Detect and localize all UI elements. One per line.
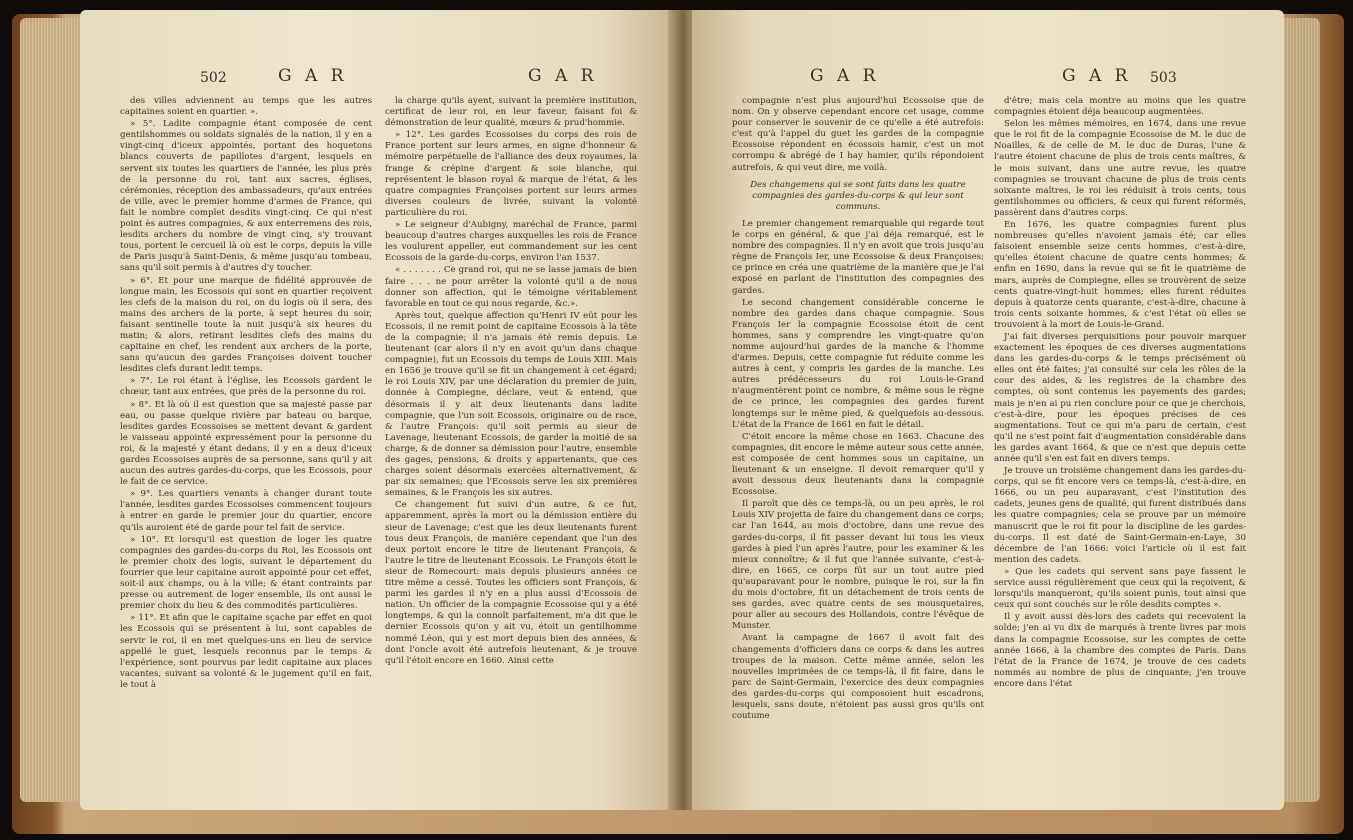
page-number: 502 xyxy=(200,70,227,86)
paragraph: compagnie n'est plus aujourd'hui Ecossoise que de nom. On y observe cependant encore cet usage, comme pour conserver le souvenir de ce qu'elle a été autrefois: c'est qu'à l'appel du guet les gardes de la compagnie Ecossoise répondent en écossois hamir, c'est un mot corrompu & abrégé de I hay hamier, qu'ils répondoient autrefois, & qui veut dire, me voilà. xyxy=(732,96,984,173)
paragraph: Avant la campagne de 1667 il avoit fait des changements d'officiers dans ce corps & dans les autres troupes de la maison. Cette même année, selon les nouvelles imprimées de ce temps-là, il fit faire, dans le parc de Saint-Germain, l'exercice des deux compagnies des gardes-du-corps qui composoient huit escadrons, lesquels, sans doute, n'étoient pas aussi gros qu'ils ont coutume xyxy=(732,633,984,722)
paragraph: » 12°. Les gardes Ecossoises du corps des rois de France portent sur leurs armes, en signe d'honneur & mémoire perpétuelle de l'alliance des deux royaumes, la frange & crépine d'argent & soie blanche, qui représentent le blason royal & marque de l'état, & les quatre compagnies Françoises portent sur leurs armes diverses couleurs de livrée, suivant la volonté particulière du roi. xyxy=(385,130,637,218)
paragraph: d'être; mais cela montre au moins que les quatre compagnies étoient déja beaucoup augmentées. xyxy=(994,96,1246,118)
paragraph: En 1676, les quatre compagnies furent plus nombreuses qu'elles n'avoient jamais été; car elles faisoient ensemble seize cents hommes, c'est-à-dire, qu'elles étoient chacune de quatre cents hommes; & enfin en 1690, dans la revue qui se fit le quatrième de mars, auprès de Compiegne, elles se trouvèrent de seize cents quatre-vingt-huit hommes; elles furent réduites depuis à quatorze cents quarante, c'est-à-dire, chacune à trois cents soixante hommes, & c'est l'état où elles se trouvoient à la mort de Louis-le-Grand. xyxy=(994,220,1246,330)
paragraph: » 6°. Et pour une marque de fidélité approuvée de longue main, les Ecossois qui sont en quartier reçoivent les clefs de la maison du roi, on du logis où il sera, des mains des archers de la porte, à sept heures du soir, faisant sentinelle toute la nuit jusqu'à six heures du matin; & alors, retirant lesdites clefs des mains du capitaine en chef, les rendent aux archers de la porte, sans qu'aucun des gardes Françoises doivent toucher lesdites clefs durant ledit temps. xyxy=(120,275,372,375)
text-column xyxy=(385,96,637,796)
paragraph: Il y avoit aussi dès-lors des cadets qui recevoient la solde; j'en ai vu dix de marqués à trente livres par mois dans la compagnie Ecossoise, sur les comptes de cette année 1666, à la chambre des comptes de Paris. Dans l'état de la France de 1674, je trouve de ces cadets nommés au nombre de plus de cinquante; j'en trouve encore dans l'état xyxy=(994,612,1246,689)
paragraph: » 9°. Les quartiers venants à changer durant toute l'année, lesdites gardes Ecossoises commencent toujours à entrer en garde le premier jour du quartier, encore qu'ils auroient été de garde pour tel fait de service. xyxy=(120,489,372,533)
paragraph: » 10°. Et lorsqu'il est question de loger les quatre compagnies des gardes-du-corps du Roi, les Ecossois ont le premier choix des logis, suivant le département du fourrier que leur capitaine auroit appointé pour cet effet, soit-il aux champs, ou à la ville; & étant contraints par presse ou autrement de loger ensemble, ils ont aussi le premier choix du lieu & des commodités particulières. xyxy=(120,534,372,612)
page-edges-right xyxy=(1282,18,1320,802)
paragraph: J'ai fait diverses perquisitions pour pouvoir marquer exactement les époques de ces diverses augmentations dans les gardes-du-corps & le temps précisément où elles ont été faites; j'ai consulté sur cela les rôles de la cour des aides, & les registres de la chambre des comptes, où sont contenus les payements des gardes; mais je n'en ai pu rien conclure pour ce que je cherchois, c'est-à-dire, pour les époques précises de ces augmentations. Tout ce qui m'a paru de certain, c'est qu'il ne s'est point fait d'augmentation considérable dans les gardes avant 1664, & que ce n'est que depuis cette année qu'il s'en est fait en divers temps. xyxy=(994,331,1246,464)
running-head: G A R xyxy=(278,66,348,86)
right-page xyxy=(692,10,1284,810)
running-head: G A R xyxy=(1062,66,1132,86)
paragraph: C'étoit encore la même chose en 1663. Chacune des compagnies, dit encore le même auteur sous cette année, est composée de cent hommes sous un capitaine, un lieutenant & un enseigne. Il devoit remarquer qu'il y avoit dessous deux lieutenants dans la compagnie Ecossoise. xyxy=(732,431,984,498)
paragraph: » Le seigneur d'Aubigny, maréchal de France, parmi beaucoup d'autres charges auxquelles les rois de France les voulurent appeller, eut commandement sur les cent Ecossois de la garde-du-corps, environ l'an 1537. xyxy=(385,220,637,264)
text-column xyxy=(994,96,1246,796)
paragraph: » 5°. Ladite compagnie étant composée de cent gentilshommes ou soldats signalés de la nation, il y en a vingt-cinq d'iceux appointés, portant des hoquetons blancs couverts de papillotes d'argent, lesquels en servent six toutes les quartiers de l'année, les plus près de la personne du roi, tant aux sacres, églises, cérémonies, réception des ambassadeurs, qu'aux entrées de ville, avec le premier homme d'armes de France, qui fait le nombre complet desdits vingt-cinq. Ce qui n'est point ès autres compagnies, & aux enterremens des rois, lesdits archers du nombre de vingt cinq, s'y trouvant tous, portent le cercueil là où est le corps, depuis la ville de Paris jusqu'à Saint-Denis, & même jusqu'au tombeau, sans qu'il soit permis à d'autres d'y toucher. xyxy=(120,119,372,274)
page-number: 503 xyxy=(1150,70,1177,86)
paragraph: Selon les mêmes mémoires, en 1674, dans une revue que le roi fit de la compagnie Ecossoise de M. le duc de Noailles, & de celle de M. le duc de Duras, l'une & l'autre étoient chacune de plus de trois cents maîtres, & le mois suivant, dans une autre revue, les quatre compagnies se trouvant chacune de plus de trois cents soixante maîtres, le roi les réduisit à trois cents, tous gentilshommes ou officiers, & ceux qui furent réformés, passèrent dans d'autres corps. xyxy=(994,119,1246,218)
paragraph: » 7°. Le roi étant à l'église, les Ecossois gardent le chœur, tant aux entrées, que près de la personne du roi. xyxy=(120,376,372,398)
left-page xyxy=(80,10,674,810)
paragraph: Le premier changement remarquable qui regarde tout le corps en général, & que j'ai déja remarqué, est le nombre des compagnies. Il n'y en avoit que trois jusqu'au règne de François Ier, une Ecossoise & deux Françoises; ce prince en créa une quatrième de la manière que je l'ai exposé en parlant de l'institution des compagnies des gardes. xyxy=(732,218,984,296)
paragraph: » 11°. Et afin que le capitaine sçache par effet en quoi les Ecossois qui se présentent à lui, sont capables de servir le roi, il en met quelques-uns en lieu de service appellé le guet, lesquels reconnus par le temps & l'expérience, sont pourvus par ledit capitaine aux places vacantes, suivant sa volonté & le jugement qu'il en fait, le tout à xyxy=(120,613,372,690)
section-heading: Des changemens qui se sont faits dans les quatre compagnies des gardes-du-corps & qui leur sont communs. xyxy=(750,179,966,212)
paragraph: Le second changement considérable concerne le nombre des gardes dans chaque compagnie. Sous François Ier la compagnie Ecossoise étoit de cent hommes, sans y comprendre les vingt-quatre qu'on nomme aujourd'hui gardes de la manche & l'homme d'armes. Depuis, cette compagnie fut réduite comme les autres à cent, y compris les gardes de la manche. Les autres prédécesseurs du roi Louis-le-Grand n'augmentèrent point ce nombre, & même sous le règne de ce prince, les compagnies des gardes furent longtemps sur le même pied, & quelquefois au-dessous. L'état de la France de 1661 en fait le détail. xyxy=(732,297,984,430)
page-edges-left xyxy=(20,18,82,802)
paragraph: » 8°. Et là où il est question que sa majesté passe par eau, ou passe quelque rivière par bateau ou barque, lesdites gardes Ecossoises se mettent devant & gardent le vaisseau appointé expressément pour la personne du roi, & la majesté y étant dedans, il y en a deux d'iceux gardes Ecossoises auprès de sa personne, sans qu'il y ait aucun des autres gardes-du-corps, que les Ecossois, pour le fait de ce service. xyxy=(120,399,372,488)
paragraph: Je trouve un troisième changement dans les gardes-du-corps, qui se fit encore vers ce temps-là, c'est-à-dire, en 1666, ou un peu auparavant, c'est l'institution des cadets, jeunes gens de qualité, qui furent distribués dans les quatre compagnies; cela se prouve par un mémoire manuscrit que le roi fit pour la discipline de les gardes-du-corps. Il est daté de Saint-Germain-en-Laye, 30 décembre de l'an 1666: voici l'article où il est fait mention des cadets. xyxy=(994,466,1246,565)
paragraph: Il paroît que dès ce temps-là, ou un peu après, le roi Louis XIV projetta de faire du changement dans ce corps; car l'an 1644, au mois d'octobre, dans une revue des gardes-du-corps, il fit passer devant lui tous les vieux gardes à pied l'un après l'autre, pour les examiner & les mieux connoître; & il fut que l'année suivante, c'est-à-dire, en 1665, ce corps fût sur un tout autre pied qu'auparavant pour le nombre, puisque le roi, sur la fin du mois d'octobre, fit un détachement de trois cents de ses gardes, avec quatre cents de ses mousquetaires, pour aller au secours des Hollandois, contre l'évêque de Munster. xyxy=(732,499,984,632)
paragraph: « . . . . . . . Ce grand roi, qui ne se lasse jamais de bien faire . . . ne pour arrêter la volonté qu'il a de nous donner son affection, qui le témoigne véritablement favorable en tout ce qui nous regarde, &c.». xyxy=(385,265,637,309)
running-head: G A R xyxy=(528,66,598,86)
paragraph: Après tout, quelque affection qu'Henri IV eût pour les Ecossois, il ne remit point de capitaine Ecossois à la tête de la compagnie; il n'a jamais été remis depuis. Le lieutenant (car alors il n'y en avoit qu'un dans chaque compagnie), fut un Ecossois du temps de Louis XIII. Mais en 1656 je trouve qu'il se fit un changement à cet égard; le roi Louis XIV, par une déclaration du premier de juin, donnée à Compiegne, déclare, veut & entend, que désormais il y ait deux lieutenants dans ladite compagnie, que l'un soit Ecossois, originaire ou de race, & l'autre François: qu'il soit permis au sieur de Lavenage, lieutenant Ecossois, de garder la moitié de sa charge, & de donner sa démission pour l'autre, ensemble des gages, pensions, & droits y appartenants, que ces charges soient désormais exercées alternativement, & par six semaines; que l'Ecossois serve les six premières semaines, & le François les six autres. xyxy=(385,310,637,499)
paragraph: Ce changement fut suivi d'un autre, & ce fut, apparemment, après la mort ou la démission entière du sieur de Lavenage; c'est que les deux lieutenants furent tous deux François, de manière cependant que l'un des deux portoit encore le titre de lieutenant François, & l'autre le titre de lieutenant Ecossois. Le François étoit le sieur de Romecourt: mais depuis plusieurs années ce titre même a cessé. Toutes les officiers sont François, & parmi les gardes il n'y en a plus aussi d'Ecossois de nation. Un officier de la compagnie Ecossoise qui y a été longtemps, & qui la connoît parfaitement, m'a dit que le dernier Ecossois qu'on y ait vu, étoit un gentilhomme nommé Léon, qui y est mort depuis bien des années, & dont l'oncle avoit été autrefois lieutenant, & je trouve qu'il l'étoit encore en 1660. Ainsi cette xyxy=(385,500,637,666)
paragraph: des villes adviennent au temps que les autres capitaines soient en quartier. ». xyxy=(120,96,372,118)
text-column xyxy=(732,96,984,796)
paragraph: la charge qu'ils ayent, suivant la première institution, certificat de leur roi, en leur faveur, faisant foi & démonstration de leur qualité, mœurs & prud'hommie. xyxy=(385,96,637,129)
paragraph: » Que les cadets qui servent sans paye fassent le service aussi régulièrement que ceux qui la reçoivent, & lorsqu'ils manqueront, qu'ils soient punis, tout ainsi que ceux qui sont couchés sur le rôle desdits comptes ». xyxy=(994,566,1246,611)
running-head: G A R xyxy=(810,66,880,86)
text-column xyxy=(120,96,372,796)
